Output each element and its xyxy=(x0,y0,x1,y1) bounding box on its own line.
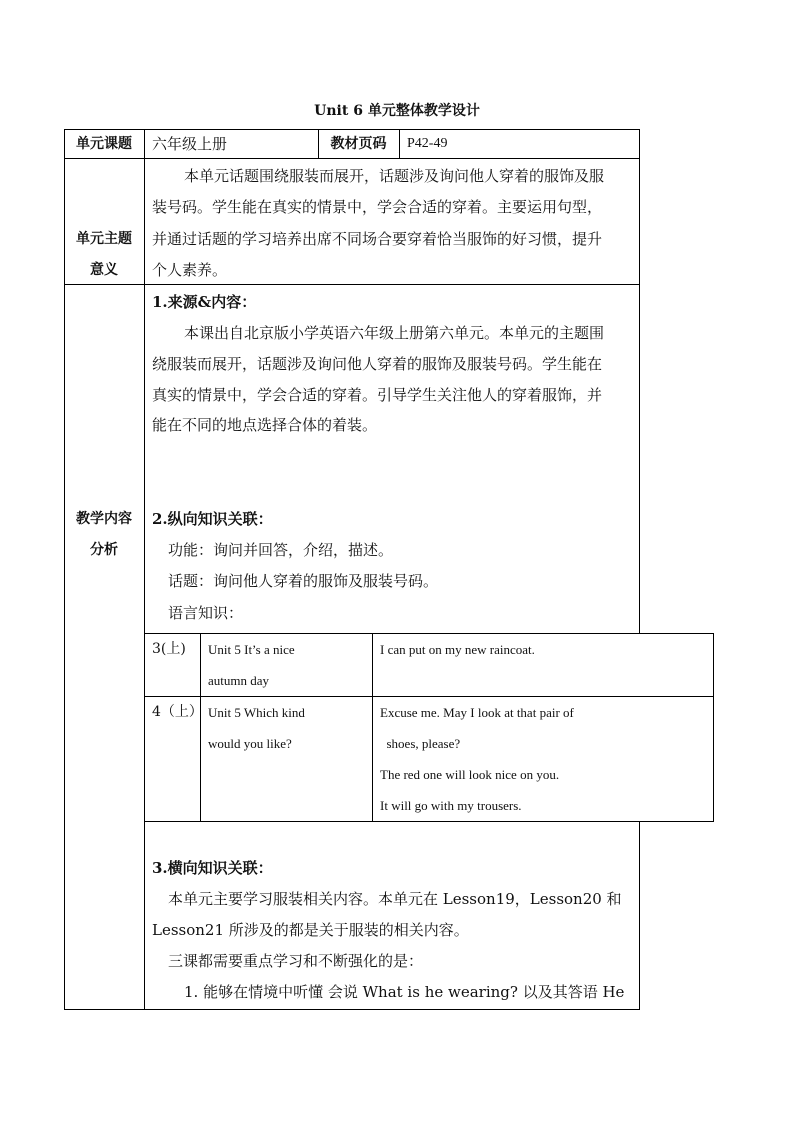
theme-text-line: 并通过话题的学习培养出席不同场合要穿着恰当服饰的好习惯，提升 xyxy=(152,230,603,248)
inner-unit-cell: autumn day xyxy=(208,673,270,688)
inner-col-divider-b xyxy=(372,633,373,822)
textbook-pages-label: 教材页码 xyxy=(330,136,387,152)
table-border-right xyxy=(639,129,640,634)
table-border-right-lower xyxy=(639,821,640,1010)
unit-theme-label-line2: 意义 xyxy=(90,262,118,278)
unit-topic-value: 六年级上册 xyxy=(152,135,228,153)
section2-text-line: 话题：询问他人穿着的服饰及服装号码。 xyxy=(168,572,439,590)
row2-bottom-border xyxy=(64,284,640,285)
inner-grade-cell: 4（上） xyxy=(152,704,203,720)
inner-sentence-cell: I can put on my new raincoat. xyxy=(380,642,535,657)
theme-text-line: 本单元话题围绕服装而展开，话题涉及询问他人穿着的服饰及服 xyxy=(184,167,605,185)
section2-text-line: 语言知识： xyxy=(168,604,244,622)
theme-text-line: 个人素养。 xyxy=(152,261,228,279)
section1-heading: 1.来源&内容： xyxy=(152,293,257,311)
row1-divider-b xyxy=(399,129,400,159)
section1-text-line: 能在不同的地点选择合体的着装。 xyxy=(152,416,378,434)
table-border-bottom xyxy=(64,1009,640,1010)
inner-unit-cell: Unit 5 It’s a nice xyxy=(208,642,295,657)
unit-topic-label: 单元课题 xyxy=(76,136,132,152)
inner-grade-cell: 3(上) xyxy=(152,641,186,657)
section3-text-line: Lesson21 所涉及的都是关于服装的相关内容。 xyxy=(152,921,469,939)
unit-theme-label-line1: 单元主题 xyxy=(76,231,132,247)
content-analysis-label-line2: 分析 xyxy=(90,542,118,558)
textbook-pages-value: P42-49 xyxy=(407,136,448,151)
inner-unit-cell: Unit 5 Which kind xyxy=(208,705,305,720)
section2-heading: 2.纵向知识关联： xyxy=(152,510,273,528)
section3-text-line: 本单元主要学习服装相关内容。本单元在 Lesson19，Lesson20 和 xyxy=(168,890,622,908)
label-column-divider xyxy=(144,129,145,1010)
inner-table-right xyxy=(713,633,714,822)
section2-text-line: 功能：询问并回答，介绍，描述。 xyxy=(168,541,394,559)
inner-table-bottom xyxy=(144,821,714,822)
section1-text-line: 绕服装而展开，话题涉及询问他人穿着的服饰及服装号码。学生能在 xyxy=(152,355,603,373)
section1-text-line: 本课出自北京版小学英语六年级上册第六单元。本单元的主题围 xyxy=(184,324,605,342)
section3-text-line: 三课都需要重点学习和不断强化的是： xyxy=(168,952,424,970)
document-title: Unit 6 单元整体教学设计 xyxy=(314,103,480,119)
inner-sentence-cell: shoes, please? xyxy=(380,736,461,751)
inner-sentence-cell: It will go with my trousers. xyxy=(380,798,522,813)
inner-sentence-cell: The red one will look nice on you. xyxy=(380,767,560,782)
content-analysis-label-line1: 教学内容 xyxy=(76,511,132,527)
theme-text-line: 装号码。学生能在真实的情景中，学会合适的穿着。主要运用句型， xyxy=(152,198,603,216)
inner-sentence-cell: Excuse me. May I look at that pair of xyxy=(380,705,574,720)
inner-unit-cell: would you like? xyxy=(208,736,292,751)
section1-text-line: 真实的情景中，学会合适的穿着。引导学生关注他人的穿着服饰，并 xyxy=(152,386,603,404)
section3-text-line: 1. 能够在情境中听懂 会说 What is he wearing? 以及其答语 He xyxy=(184,983,625,1001)
section3-heading: 3.横向知识关联： xyxy=(152,859,273,877)
